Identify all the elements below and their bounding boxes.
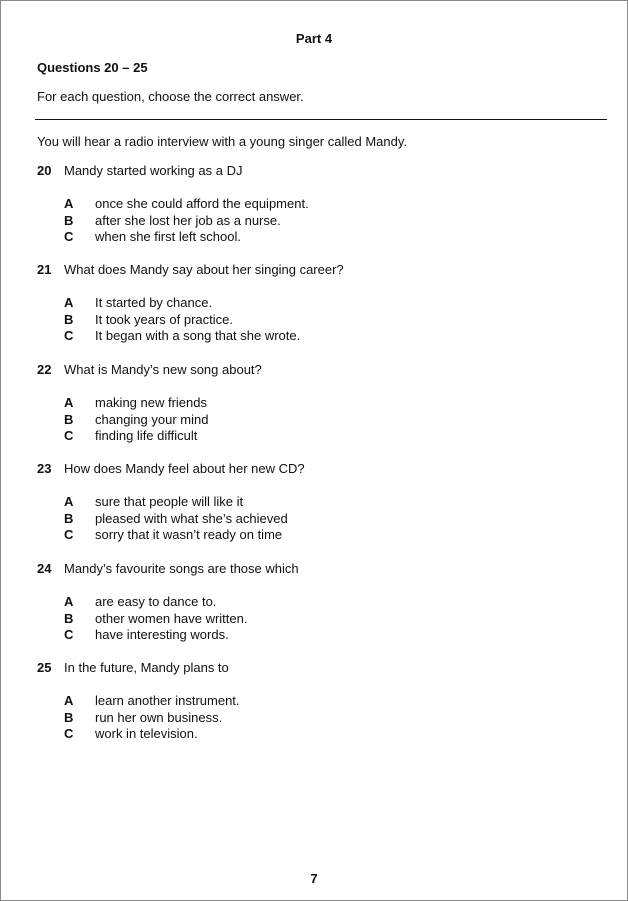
option-list — [37, 395, 597, 445]
option-text: when she first left school. — [95, 229, 241, 245]
question-number: 20 — [37, 163, 52, 178]
option-text: are easy to dance to. — [95, 594, 217, 609]
option-text: other women have written. — [95, 610, 248, 626]
option-b[interactable] — [37, 710, 597, 727]
option-text: pleased with what she’s achieved — [95, 510, 288, 526]
option-a[interactable] — [37, 295, 597, 312]
option-letter: B — [64, 510, 74, 526]
question-22 — [37, 362, 597, 445]
option-b[interactable] — [37, 511, 597, 528]
option-text: It started by chance. — [95, 295, 213, 310]
question-text: Mandy’s favourite songs are those which — [64, 561, 299, 576]
option-letter: C — [64, 328, 74, 344]
option-letter: A — [64, 693, 74, 708]
question-number: 23 — [37, 461, 52, 476]
option-c[interactable] — [37, 726, 597, 743]
option-text: It began with a song that she wrote. — [95, 328, 301, 344]
question-number: 24 — [37, 561, 52, 576]
option-c[interactable] — [37, 627, 597, 644]
divider-line — [35, 119, 607, 120]
question-number: 25 — [37, 660, 52, 675]
option-letter: C — [64, 229, 74, 245]
question-24 — [37, 561, 597, 644]
option-letter: B — [64, 610, 74, 626]
option-letter: A — [64, 494, 74, 509]
question-text: Mandy started working as a DJ — [64, 163, 243, 178]
option-letter: C — [64, 428, 74, 444]
questions-heading: Questions 20 – 25 — [37, 60, 148, 75]
option-list — [37, 494, 597, 544]
option-a[interactable] — [37, 196, 597, 213]
option-c[interactable] — [37, 328, 597, 345]
question-21 — [37, 262, 597, 345]
page-number: 7 — [310, 871, 318, 886]
option-c[interactable] — [37, 527, 597, 544]
option-list — [37, 594, 597, 644]
question-text: In the future, Mandy plans to — [64, 660, 229, 675]
option-c[interactable] — [37, 229, 597, 246]
option-list — [37, 295, 597, 345]
option-letter: B — [64, 411, 74, 427]
option-text: finding life difficult — [95, 428, 198, 444]
question-text: What is Mandy’s new song about? — [64, 362, 262, 377]
question-number: 21 — [37, 262, 52, 277]
option-text: sure that people will like it — [95, 494, 244, 509]
option-c[interactable] — [37, 428, 597, 445]
option-text: after she lost her job as a nurse. — [95, 212, 281, 228]
option-letter: A — [64, 196, 74, 211]
option-letter: B — [64, 709, 74, 725]
option-letter: A — [64, 594, 74, 609]
option-list — [37, 693, 597, 743]
option-a[interactable] — [37, 693, 597, 710]
question-text: How does Mandy feel about her new CD? — [64, 461, 305, 476]
option-b[interactable] — [37, 611, 597, 628]
question-text: What does Mandy say about her singing career? — [64, 262, 344, 277]
option-text: have interesting words. — [95, 627, 229, 643]
option-b[interactable] — [37, 312, 597, 329]
option-b[interactable] — [37, 412, 597, 429]
option-text: changing your mind — [95, 411, 209, 427]
option-letter: A — [64, 295, 74, 310]
option-text: sorry that it wasn’t ready on time — [95, 527, 283, 543]
question-number: 22 — [37, 362, 52, 377]
instruction-text: For each question, choose the correct answer. — [37, 89, 304, 104]
question-23 — [37, 461, 597, 544]
option-letter: C — [64, 527, 74, 543]
option-text: run her own business. — [95, 709, 223, 725]
option-letter: B — [64, 311, 74, 327]
option-letter: B — [64, 212, 74, 228]
part-title: Part 4 — [295, 31, 333, 46]
option-text: work in television. — [95, 726, 198, 742]
option-letter: C — [64, 627, 74, 643]
option-a[interactable] — [37, 395, 597, 412]
option-text: learn another instrument. — [95, 693, 240, 708]
intro-text: You will hear a radio interview with a young singer called Mandy. — [37, 134, 407, 149]
question-25 — [37, 660, 597, 743]
option-a[interactable] — [37, 494, 597, 511]
option-letter: C — [64, 726, 74, 742]
option-text: making new friends — [95, 395, 207, 410]
option-text: It took years of practice. — [95, 311, 234, 327]
option-letter: A — [64, 395, 74, 410]
option-list — [37, 196, 597, 246]
option-text: once she could afford the equipment. — [95, 196, 309, 211]
option-a[interactable] — [37, 594, 597, 611]
question-20 — [37, 163, 597, 246]
option-b[interactable] — [37, 213, 597, 230]
